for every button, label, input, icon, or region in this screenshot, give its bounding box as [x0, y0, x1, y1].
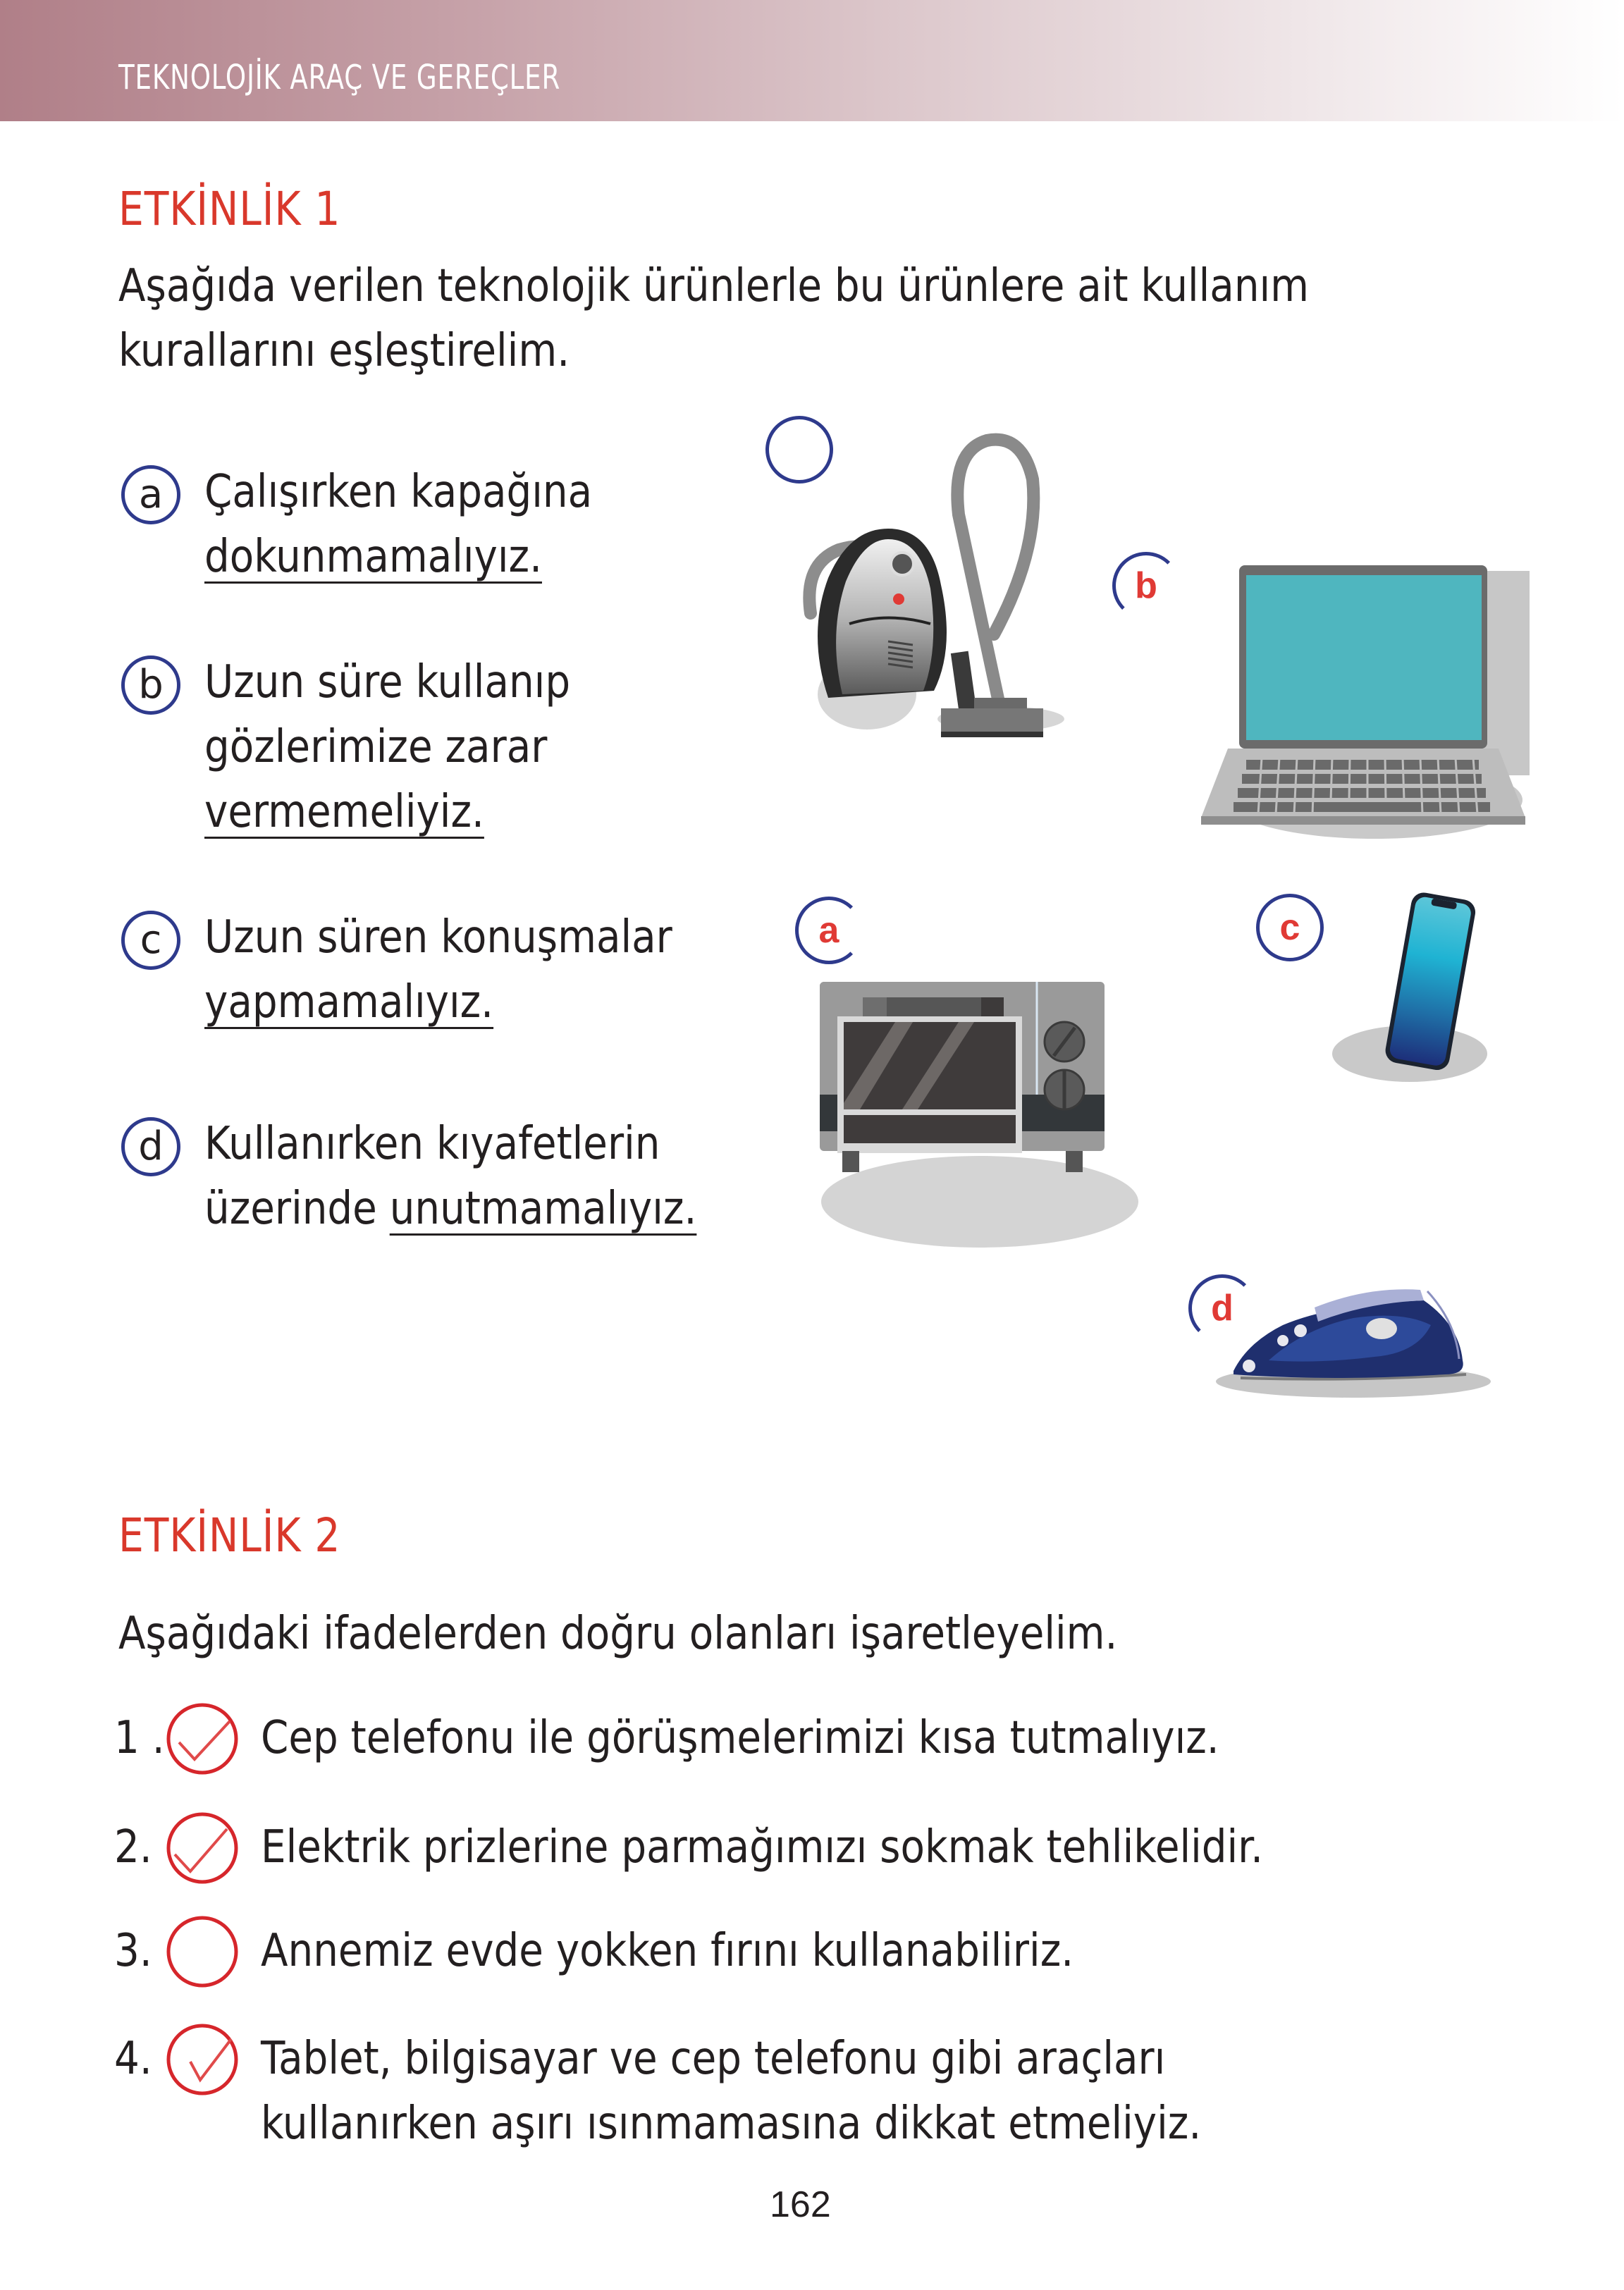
rule-underlined: unutmamalıyız.: [389, 1183, 697, 1235]
activity-1-instruction-line-1: Aşağıda verilen teknolojik ürünlerle bu ürünlere ait kullanım: [118, 260, 1310, 312]
page-number: 162: [770, 2184, 831, 2225]
statement-text: Annemiz evde yokken fırını kullanabiliriz.: [261, 1925, 1074, 1977]
rule-text: [204, 905, 672, 1035]
checked-circle-icon[interactable]: [165, 2022, 240, 2097]
statement-text: [261, 2026, 1201, 2156]
iron-image: [1191, 1276, 1522, 1417]
rule-underlined: yapmamalıyız.: [204, 976, 494, 1028]
checked-circle-icon[interactable]: [165, 1811, 240, 1885]
rule-underlined: vermemeliyiz.: [204, 786, 484, 838]
activity-2-instruction: Aşağıdaki ifadelerden doğru olanları işaretleyelim.: [118, 1608, 1118, 1660]
activity-1-title: ETKİNLİK 1: [118, 182, 341, 236]
answer-circle-oven[interactable]: a: [795, 897, 863, 964]
oven-icon: [789, 980, 1170, 1255]
rule-line-2: gözlerimize zarar: [204, 721, 548, 773]
checked-circle-icon[interactable]: [165, 1701, 240, 1776]
rule-text: [204, 650, 570, 844]
rule-line-1: Uzun süre kullanıp: [204, 656, 571, 708]
statement-text: Elektrik prizlerine parmağımızı sokmak tehlikelidir.: [261, 1821, 1264, 1873]
rule-letter-circle: a: [121, 465, 180, 524]
rule-line-1: Kullanırken kıyafetlerin: [204, 1118, 660, 1170]
header-band: [0, 0, 1624, 121]
iron-icon: [1191, 1276, 1522, 1417]
smartphone-icon: [1276, 888, 1544, 1100]
statement-number: 1 .: [114, 1712, 165, 1764]
statement-line-1: Tablet, bilgisayar ve cep telefonu gibi araçları: [261, 2033, 1166, 2085]
statement-text: Cep telefonu ile görüşmelerimizi kısa tutmalıyız.: [261, 1712, 1219, 1764]
rule-text: [204, 460, 592, 589]
answer-circle-laptop[interactable]: b: [1112, 552, 1180, 620]
vacuum-cleaner-image: [789, 423, 1100, 754]
answer-circle-phone[interactable]: c: [1256, 894, 1324, 961]
oven-image: [789, 980, 1170, 1255]
chapter-title: TEKNOLOJİK ARAÇ VE GEREÇLER: [118, 58, 561, 97]
rule-line-2-plain: üzerinde: [204, 1183, 390, 1235]
activity-1-instruction-line-2: kurallarını eşleştirelim.: [118, 325, 570, 377]
rule-line-1: Uzun süren konuşmalar: [204, 911, 672, 964]
rule-text: [204, 1112, 696, 1241]
empty-circle-icon[interactable]: [165, 1914, 240, 1989]
statement-number: 2.: [114, 1821, 152, 1873]
statement-number: 3.: [114, 1925, 152, 1977]
smartphone-image: [1276, 888, 1544, 1100]
rule-letter-circle: c: [121, 911, 180, 970]
laptop-icon: [1191, 557, 1558, 846]
laptop-image: [1191, 557, 1558, 846]
rule-letter-circle: d: [121, 1117, 180, 1176]
rule-line-1: Çalışırken kapağına: [204, 466, 593, 518]
answer-circle-iron[interactable]: d: [1188, 1274, 1256, 1342]
rule-underlined: dokunmamalıyız.: [204, 531, 542, 583]
rule-letter-circle: b: [121, 655, 180, 715]
statement-number: 4.: [114, 2033, 152, 2085]
vacuum-cleaner-icon: [789, 423, 1100, 754]
activity-2-title: ETKİNLİK 2: [118, 1508, 341, 1563]
statement-line-2: kullanırken aşırı ısınmamasına dikkat etmeliyiz.: [261, 2098, 1202, 2150]
